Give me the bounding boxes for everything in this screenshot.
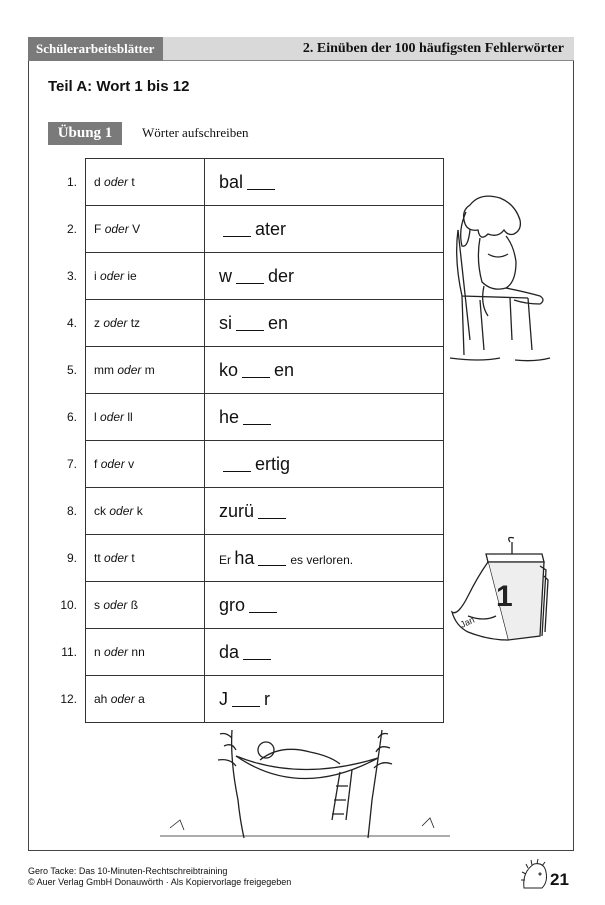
word-fragment: he: [219, 406, 240, 427]
letter-options: [86, 159, 205, 206]
oder-word: oder: [104, 222, 129, 236]
hammock-illustration: [160, 720, 450, 845]
row-number: 4.: [41, 300, 86, 347]
word-fragment: da: [219, 641, 240, 662]
calendar-month: Jan: [458, 614, 477, 630]
dog-on-chair-illustration: [440, 190, 560, 370]
table-row: [41, 347, 444, 394]
letter-options: [86, 676, 205, 723]
blank-line[interactable]: [236, 330, 264, 331]
letter-options: [86, 300, 205, 347]
option-a: s: [94, 598, 100, 612]
word-fragment: en: [274, 359, 295, 380]
calendar-number: 1: [496, 580, 513, 613]
option-b: ie: [127, 269, 137, 283]
exercise-instruction: Wörter aufschreiben: [142, 125, 249, 140]
oder-word: oder: [100, 410, 125, 424]
row-number: 2.: [41, 206, 86, 253]
header-right: 2. Einüben der 100 häufigsten Fehlerwörter: [163, 37, 574, 61]
word-fragment: r: [264, 688, 270, 709]
table-row: [41, 394, 444, 441]
table-row: [41, 300, 444, 347]
option-b: m: [144, 363, 155, 377]
word-gap: [205, 347, 444, 394]
word-fragment: J: [219, 688, 228, 709]
blank-line[interactable]: [232, 706, 260, 707]
letter-options: [86, 347, 205, 394]
word-fragment: en: [268, 312, 289, 333]
option-b: V: [132, 222, 141, 236]
oder-word: oder: [100, 457, 125, 471]
table-row: [41, 676, 444, 723]
table-row: [41, 206, 444, 253]
word-fragment: gro: [219, 594, 246, 615]
word-fragment: w: [219, 265, 232, 286]
option-a: l: [94, 410, 97, 424]
word-fragment: ertig: [255, 453, 291, 474]
option-b: tz: [130, 316, 141, 330]
table-row: [41, 441, 444, 488]
row-number: 9.: [41, 535, 86, 582]
word-gap: [205, 253, 444, 300]
word-fragment: ko: [219, 359, 239, 380]
blank-line[interactable]: [258, 565, 286, 566]
row-number: 7.: [41, 441, 86, 488]
page-title: Teil A: Wort 1 bis 12: [48, 78, 190, 95]
table-row: [41, 253, 444, 300]
row-number: 12.: [41, 676, 86, 723]
blank-line[interactable]: [243, 659, 271, 660]
letter-options: [86, 582, 205, 629]
word-fragment: si: [219, 312, 232, 333]
option-a: ah: [94, 692, 108, 706]
blank-line[interactable]: [236, 283, 264, 284]
blank-line[interactable]: [247, 189, 275, 190]
option-a: f: [94, 457, 98, 471]
oder-word: oder: [110, 692, 135, 706]
footer: [28, 866, 291, 888]
word-fragment: ha: [234, 547, 255, 568]
letter-options: [86, 535, 205, 582]
footer-line-2: © Auer Verlag GmbH Donauwörth · Als Kopiervorlage freigegeben: [28, 877, 292, 887]
exercise-label: Übung 1: [48, 122, 122, 145]
option-b: t: [131, 551, 135, 565]
word-fragment: der: [268, 265, 295, 286]
oder-word: oder: [104, 645, 129, 659]
word-gap: [205, 300, 444, 347]
page-number: 21: [550, 870, 569, 889]
word-gap: [205, 206, 444, 253]
option-b: ll: [127, 410, 133, 424]
blank-line[interactable]: [258, 518, 286, 519]
table-row: [41, 159, 444, 206]
oder-word: oder: [104, 175, 129, 189]
table-row: [41, 582, 444, 629]
word-fragment: es verloren.: [290, 552, 354, 567]
word-fragment: bal: [219, 171, 244, 192]
letter-options: [86, 488, 205, 535]
word-gap: [205, 394, 444, 441]
option-a: mm: [94, 363, 114, 377]
row-number: 10.: [41, 582, 86, 629]
row-number: 3.: [41, 253, 86, 300]
oder-word: oder: [103, 316, 128, 330]
letter-options: [86, 441, 205, 488]
option-a: F: [94, 222, 102, 236]
word-gap: [205, 582, 444, 629]
row-number: 8.: [41, 488, 86, 535]
option-b: v: [128, 457, 135, 471]
oder-word: oder: [117, 363, 142, 377]
oder-word: oder: [100, 269, 125, 283]
calendar-illustration: [448, 536, 558, 656]
header-left: Schülerarbeitsblätter: [28, 37, 163, 61]
row-number: 1.: [41, 159, 86, 206]
blank-line[interactable]: [223, 471, 251, 472]
hedgehog-icon: [520, 858, 550, 892]
option-b: a: [138, 692, 145, 706]
option-a: tt: [94, 551, 101, 565]
blank-line[interactable]: [243, 424, 271, 425]
word-gap: [205, 676, 444, 723]
table-row: [41, 535, 444, 582]
table-row: [41, 488, 444, 535]
option-a: z: [94, 316, 100, 330]
word-table: [41, 158, 444, 723]
option-a: ck: [94, 504, 106, 518]
option-a: i: [94, 269, 97, 283]
option-b: nn: [131, 645, 145, 659]
oder-word: oder: [109, 504, 134, 518]
row-number: 6.: [41, 394, 86, 441]
word-fragment: ater: [255, 218, 287, 239]
word-gap: [205, 535, 444, 582]
option-b: k: [136, 504, 143, 518]
letter-options: [86, 394, 205, 441]
blank-line[interactable]: [223, 236, 251, 237]
option-b: ß: [130, 598, 139, 612]
letter-options: [86, 629, 205, 676]
option-a: n: [94, 645, 101, 659]
word-gap: [205, 159, 444, 206]
letter-options: [86, 253, 205, 300]
option-a: d: [94, 175, 101, 189]
word-gap: [205, 629, 444, 676]
word-fragment: zurü: [219, 500, 255, 521]
blank-line[interactable]: [242, 377, 270, 378]
row-number: 11.: [41, 629, 86, 676]
word-fragment: Er: [219, 552, 235, 567]
table-row: [41, 629, 444, 676]
footer-line-1: Gero Tacke: Das 10-Minuten-Rechtschreibtraining: [28, 866, 228, 876]
word-gap: [205, 441, 444, 488]
word-gap: [205, 488, 444, 535]
oder-word: oder: [104, 551, 129, 565]
blank-line[interactable]: [249, 612, 277, 613]
oder-word: oder: [103, 598, 128, 612]
option-b: t: [131, 175, 135, 189]
letter-options: [86, 206, 205, 253]
row-number: 5.: [41, 347, 86, 394]
